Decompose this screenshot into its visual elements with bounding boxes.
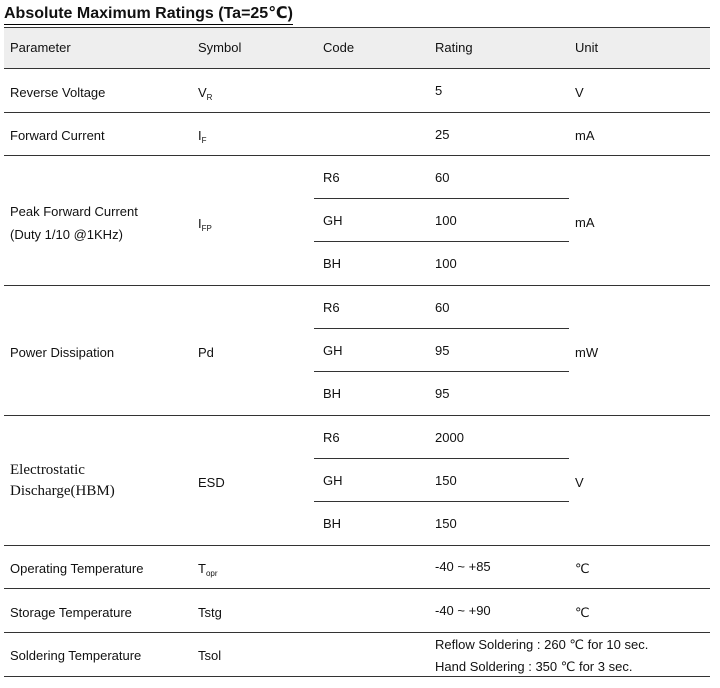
code-pd-gh: GH xyxy=(323,343,343,358)
symbol-forward-current: $I_F$ xyxy=(198,128,207,145)
divider xyxy=(314,501,569,502)
divider xyxy=(4,68,710,69)
unit-reverse-voltage: V xyxy=(575,85,584,100)
rating-pd-r6: 60 xyxy=(435,300,450,315)
divider xyxy=(4,27,710,28)
code-esd-r6: R6 xyxy=(323,430,340,445)
rating-storage-temperature: -40 ~ +90 xyxy=(435,603,491,618)
divider xyxy=(314,198,569,199)
divider xyxy=(4,632,710,633)
rating-peak-bh: 100 xyxy=(435,256,457,271)
param-esd-1: Electrostatic xyxy=(10,462,85,478)
divider xyxy=(314,458,569,459)
header-unit: Unit xyxy=(575,40,599,55)
param-storage-temperature: Storage Temperature xyxy=(10,605,132,620)
rating-pd-gh: 95 xyxy=(435,343,450,358)
divider xyxy=(4,112,710,113)
param-esd-2: Discharge(HBM) xyxy=(10,483,115,499)
rating-reverse-voltage: 5 xyxy=(435,83,443,98)
symbol-peak-forward-current: $I_{FP}$ xyxy=(198,216,212,233)
symbol-storage-temperature: Tstg xyxy=(198,605,222,620)
rating-esd-bh: 150 xyxy=(435,516,457,531)
divider xyxy=(4,155,710,156)
param-soldering-temperature: Soldering Temperature xyxy=(10,648,142,663)
rating-forward-current: 25 xyxy=(435,127,450,142)
symbol-esd: ESD xyxy=(198,475,225,490)
rating-peak-r6: 60 xyxy=(435,170,450,185)
header-symbol: Symbol xyxy=(198,40,242,55)
param-forward-current: Forward Current xyxy=(10,128,105,143)
header-code: Code xyxy=(323,40,355,55)
symbol-power-dissipation: Pd xyxy=(198,345,214,360)
symbol-reverse-voltage: $V_R$ xyxy=(198,85,213,102)
divider xyxy=(4,415,710,416)
symbol-operating-temperature: $T_{opr}$ xyxy=(198,561,218,578)
divider xyxy=(314,241,569,242)
unit-peak-forward-current: mA xyxy=(575,215,595,230)
divider xyxy=(4,676,710,677)
rating-pd-bh: 95 xyxy=(435,386,450,401)
divider xyxy=(314,371,569,372)
unit-power-dissipation: mW xyxy=(575,345,599,360)
rating-esd-r6: 2000 xyxy=(435,430,464,445)
param-reverse-voltage: Reverse Voltage xyxy=(10,85,106,100)
code-pd-bh: BH xyxy=(323,386,342,401)
symbol-soldering-temperature: Tsol xyxy=(198,648,222,663)
param-peak-forward-current-1: Peak Forward Current xyxy=(10,204,138,219)
param-operating-temperature: Operating Temperature xyxy=(10,561,144,576)
code-peak-gh: GH xyxy=(323,213,343,228)
unit-operating-temperature: ℃ xyxy=(575,561,590,576)
rating-operating-temperature: -40 ~ +85 xyxy=(435,559,491,574)
header-parameter: Parameter xyxy=(10,40,71,55)
rating-soldering-hand: Hand Soldering : 350 ℃ for 3 sec. xyxy=(435,659,633,674)
param-peak-forward-current-2: (Duty 1/10 @1KHz) xyxy=(10,227,123,242)
unit-forward-current: mA xyxy=(575,128,595,143)
rating-peak-gh: 100 xyxy=(435,213,457,228)
table-header xyxy=(4,27,710,68)
page-title: Absolute Maximum Ratings (Ta=25℃) xyxy=(4,3,293,25)
code-esd-gh: GH xyxy=(323,473,343,488)
code-peak-bh: BH xyxy=(323,256,342,271)
rating-soldering-reflow: Reflow Soldering : 260 ℃ for 10 sec. xyxy=(435,637,649,652)
unit-esd: V xyxy=(575,475,584,490)
code-peak-r6: R6 xyxy=(323,170,340,185)
header-rating: Rating xyxy=(435,40,473,55)
code-esd-bh: BH xyxy=(323,516,342,531)
rating-esd-gh: 150 xyxy=(435,473,457,488)
divider xyxy=(4,285,710,286)
divider xyxy=(4,588,710,589)
unit-storage-temperature: ℃ xyxy=(575,605,590,620)
divider xyxy=(314,328,569,329)
divider xyxy=(4,545,710,546)
code-pd-r6: R6 xyxy=(323,300,340,315)
param-power-dissipation: Power Dissipation xyxy=(10,345,115,360)
